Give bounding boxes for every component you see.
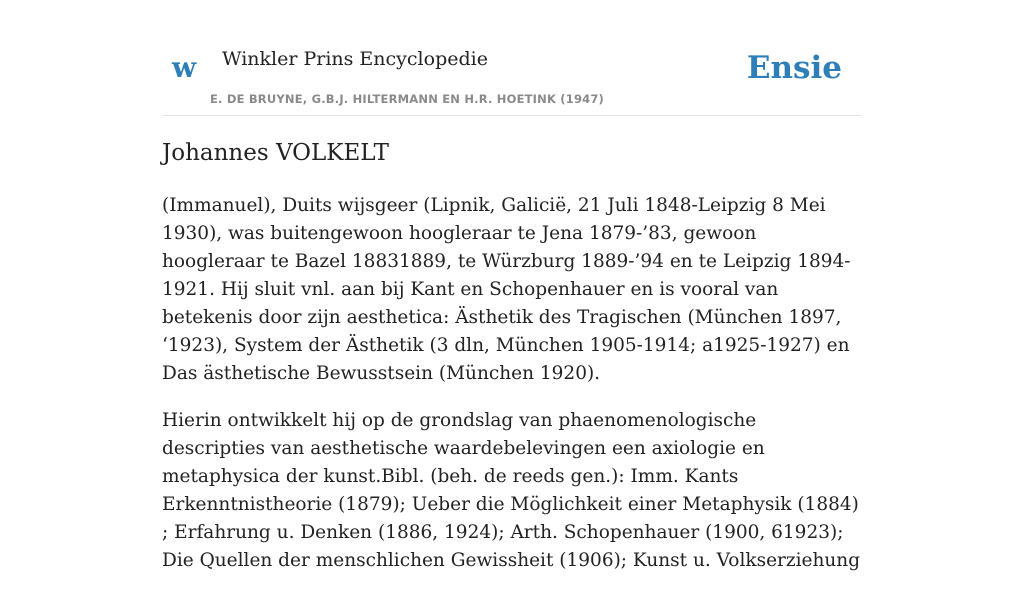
article-paragraph: (Immanuel), Duits wijsgeer (Lipnik, Galicië, 21 Juli 1848-Leipzig 8 Mei 1930), was buitengewoon hoogleraar te Jena 1879-’83, gewoon hoogleraar te Bazel 18831889, te Würzburg 1889-’94 en te Leipzig 1894-1921. Hij sluit vnl. aan bij Kant en Schopenhauer en is vooral van betekenis door zijn aesthetica: Ästhetik des Tragischen (München 1897, ‘1923), System der Ästhetik (3 dln, München 1905-1914; a1925-1927) en Das ästhetische Bewusstsein (München 1920). [162,195,851,384]
site-header [162,38,862,116]
winkler-prins-logo-icon[interactable]: w [172,51,197,84]
publication-title[interactable]: Winkler Prins Encyclopedie [222,48,488,70]
article-body [162,192,862,594]
ensie-logo-link[interactable]: Ensie [746,50,842,86]
article-paragraph: Hierin ontwikkelt hij op de grondslag van phaenomenologische descripties van aesthetische waardebelevingen een axiologie en metaphysica der kunst.Bibl. (beh. de reeds gen.): Imm. Kants Erkenntnistheorie (1879); Ueber die Möglichkeit einer Metaphysik (1884) ; Erfahrung u. Denken (1886, 1924); Arth. Schopenhauer (1900, 61923); Die Quellen der menschlichen Gewissheit (1906); Kunst u. Volkserziehung [162,410,861,571]
article-title: Johannes VOLKELT [162,140,389,166]
publication-authors: E. DE BRUYNE, G.B.J. HILTERMANN EN H.R. HOETINK (1947) [210,92,605,106]
